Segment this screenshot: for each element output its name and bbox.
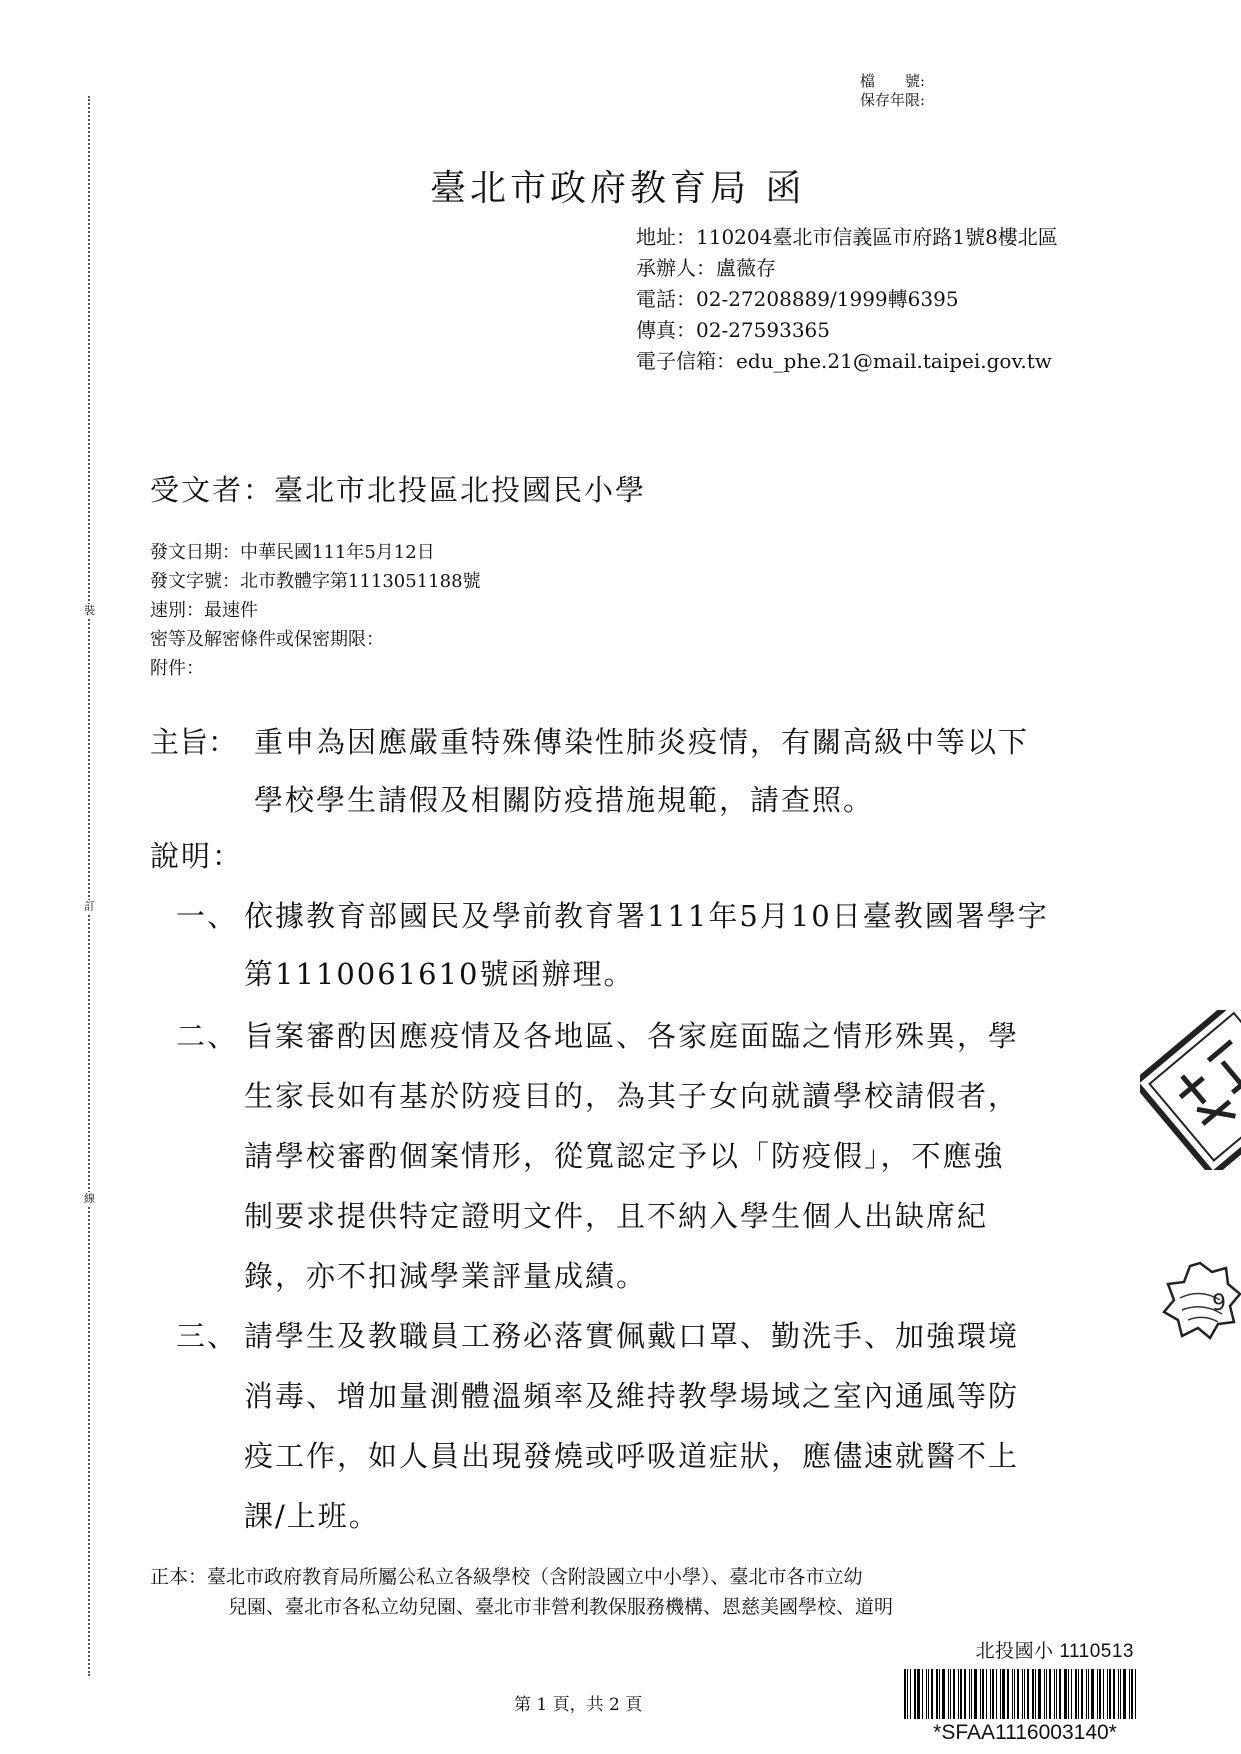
barcode-bar: [992, 1669, 994, 1719]
barcode-bar: [939, 1669, 940, 1719]
barcode-bar: [922, 1669, 923, 1719]
margin-mark-xian: 線: [84, 1192, 95, 1205]
item-2-line: 生家長如有基於防疫目的，為其子女向就讀學校請假者，: [244, 1079, 1020, 1113]
receipt-seal-digit: 9: [1212, 1291, 1226, 1316]
margin-mark-zhuang: 裝: [84, 604, 95, 617]
barcode-bar: [958, 1669, 959, 1719]
issue-date: 發文日期：中華民國111年5月12日: [150, 542, 435, 563]
barcode-bar: [931, 1669, 933, 1719]
barcode-bar: [1099, 1669, 1101, 1719]
item-2-line: 錄，亦不扣減學業評量成績。: [244, 1259, 648, 1293]
attachment: 附件：: [150, 658, 204, 679]
item-2-number: 二、: [176, 1019, 239, 1053]
copy-to-line-1: 正本：臺北市政府教育局所屬公私立各級學校（含附設國立中小學）、臺北市各市立幼: [150, 1566, 863, 1588]
barcode-bar: [1109, 1669, 1111, 1719]
barcode-top-label: 北投國小 1110513: [975, 1641, 1134, 1662]
barcode-bar: [948, 1669, 949, 1719]
item-1-number: 一、: [176, 899, 239, 933]
barcode-bar: [1131, 1669, 1133, 1719]
barcode-bar: [1071, 1669, 1072, 1719]
subject-label: 主旨：: [150, 725, 238, 759]
barcode-bar: [971, 1669, 972, 1719]
barcode-bar: [936, 1669, 938, 1719]
barcode-bar: [910, 1669, 911, 1719]
item-2-line: 旨案審酌因應疫情及各地區、各家庭面臨之情形殊異，學: [244, 1019, 1020, 1053]
barcode-bar: [986, 1669, 987, 1719]
barcode-bar: [1012, 1669, 1013, 1719]
barcode-bar: [904, 1669, 906, 1719]
barcode-icon: [904, 1669, 1146, 1719]
sender-info: [636, 222, 1096, 377]
barcode-bar: [1024, 1669, 1025, 1719]
barcode-bar: [1088, 1669, 1089, 1719]
barcode-bar: [1054, 1669, 1055, 1719]
sender-officer: 承辦人：盧薇存: [636, 256, 776, 280]
recipient: 受文者：臺北市北投區北投國民小學: [150, 473, 647, 507]
barcode-bar: [1118, 1669, 1119, 1719]
barcode-bar: [1017, 1669, 1019, 1719]
barcode-bar: [1091, 1669, 1094, 1719]
sender-email: 電子信箱：edu_phe.21@mail.taipei.gov.tw: [636, 349, 1052, 373]
barcode-bar: [1107, 1669, 1108, 1719]
barcode-bar: [1038, 1669, 1041, 1719]
secrecy-level: 密等及解密條件或保密期限：: [150, 629, 384, 650]
file-no-label: 檔 號:: [860, 72, 926, 90]
item-1-line: 依據教育部國民及學前教育署111年5月10日臺教國署學字: [244, 899, 1049, 933]
barcode-bar: [942, 1669, 945, 1719]
margin-mark-ding: 訂: [84, 900, 95, 913]
page-number: 第 1 頁，共 2 頁: [514, 1695, 643, 1715]
item-2-line: 請學校審酌個案情形，從寬認定予以「防疫假」，不應強: [244, 1139, 1005, 1173]
item-3-line: 消毒、增加量測體溫頻率及維持教學場域之室內通風等防: [244, 1379, 1020, 1413]
barcode-bar: [1103, 1669, 1104, 1719]
barcode-code: *SFAA1116003140*: [933, 1721, 1117, 1744]
barcode-bar: [964, 1669, 966, 1719]
barcode-bar: [1049, 1669, 1051, 1719]
barcode-block: [900, 1636, 1150, 1745]
barcode-bar: [1014, 1669, 1015, 1719]
barcode-bar: [980, 1669, 981, 1719]
barcode-bar: [1075, 1669, 1077, 1719]
file-meta: [860, 72, 925, 110]
copy-to-line-2: 兒園、臺北市各私立幼兒園、臺北市非營利教保服務機構、恩慈美國學校、道明: [228, 1596, 894, 1618]
barcode-bar: [982, 1669, 984, 1719]
barcode-bar: [1123, 1669, 1126, 1719]
barcode-bar: [1129, 1669, 1130, 1719]
subject-line-2: 學校學生請假及相關防疫措施規範，請查照。: [254, 783, 875, 817]
document-title: 臺北市政府教育局 函: [430, 168, 806, 209]
speed-class: 速別：最速件: [150, 600, 258, 621]
barcode-bar: [1002, 1669, 1005, 1719]
barcode-bar: [969, 1669, 970, 1719]
barcode-bar: [1007, 1669, 1009, 1719]
official-seal-icon: [1140, 1010, 1241, 1170]
barcode-bar: [1135, 1669, 1136, 1719]
receipt-seal-icon: [1160, 1258, 1241, 1348]
barcode-bar: [926, 1669, 927, 1719]
barcode-bar: [917, 1669, 920, 1719]
item-3-line: 請學生及教職員工務必落實佩戴口罩、勤洗手、加強環境: [244, 1319, 1020, 1353]
barcode-bar: [953, 1669, 955, 1719]
barcode-bar: [1046, 1669, 1047, 1719]
barcode-bar: [1000, 1669, 1001, 1719]
item-3-line: 課/上班。: [244, 1499, 380, 1533]
copy-to-list: [150, 1562, 893, 1622]
barcode-bar: [950, 1669, 951, 1719]
barcode-bar: [914, 1669, 916, 1719]
document-meta: [150, 538, 481, 683]
barcode-bar: [907, 1669, 908, 1719]
barcode-bar: [1068, 1669, 1069, 1719]
subject-line-1: 重申為因應嚴重特殊傳染性肺炎疫情，有關高級中等以下: [254, 725, 1030, 759]
sender-address: 地址：110204臺北市信義區市府路1號8樓北區: [636, 225, 1058, 249]
barcode-bar: [1044, 1669, 1045, 1719]
item-2-line: 制要求提供特定證明文件，且不納入學生個人出缺席紀: [244, 1199, 989, 1233]
barcode-bar: [928, 1669, 929, 1719]
barcode-bar: [1120, 1669, 1121, 1719]
barcode-bar: [996, 1669, 997, 1719]
barcode-bar: [1064, 1669, 1067, 1719]
barcode-bar: [990, 1669, 991, 1719]
item-3-line: 疫工作，如人員出現發燒或呼吸道症狀，應儘速就醫不上: [244, 1439, 1020, 1473]
barcode-bar: [1059, 1669, 1061, 1719]
document-number: 發文字號：北市教體字第1113051188號: [150, 571, 481, 592]
barcode-bar: [1081, 1669, 1083, 1719]
barcode-bar: [1078, 1669, 1079, 1719]
barcode-bar: [1086, 1669, 1087, 1719]
item-1-line: 第1110061610號函辦理。: [244, 957, 635, 991]
barcode-bar: [974, 1669, 977, 1719]
item-3-number: 三、: [176, 1319, 239, 1353]
barcode-bar: [1032, 1669, 1034, 1719]
barcode-bar: [1027, 1669, 1029, 1719]
barcode-bar: [1056, 1669, 1057, 1719]
barcode-bar: [1022, 1669, 1023, 1719]
barcode-bar: [1097, 1669, 1098, 1719]
barcode-bar: [1035, 1669, 1036, 1719]
retention-label: 保存年限:: [860, 91, 926, 109]
sender-phone: 電話：02-27208889/1999轉6395: [636, 287, 959, 311]
explanation-label: 說明：: [150, 839, 244, 873]
barcode-bar: [960, 1669, 962, 1719]
binding-margin-line: [88, 96, 90, 1676]
sender-fax: 傳真：02-27593365: [636, 318, 831, 342]
barcode-bar: [1113, 1669, 1115, 1719]
